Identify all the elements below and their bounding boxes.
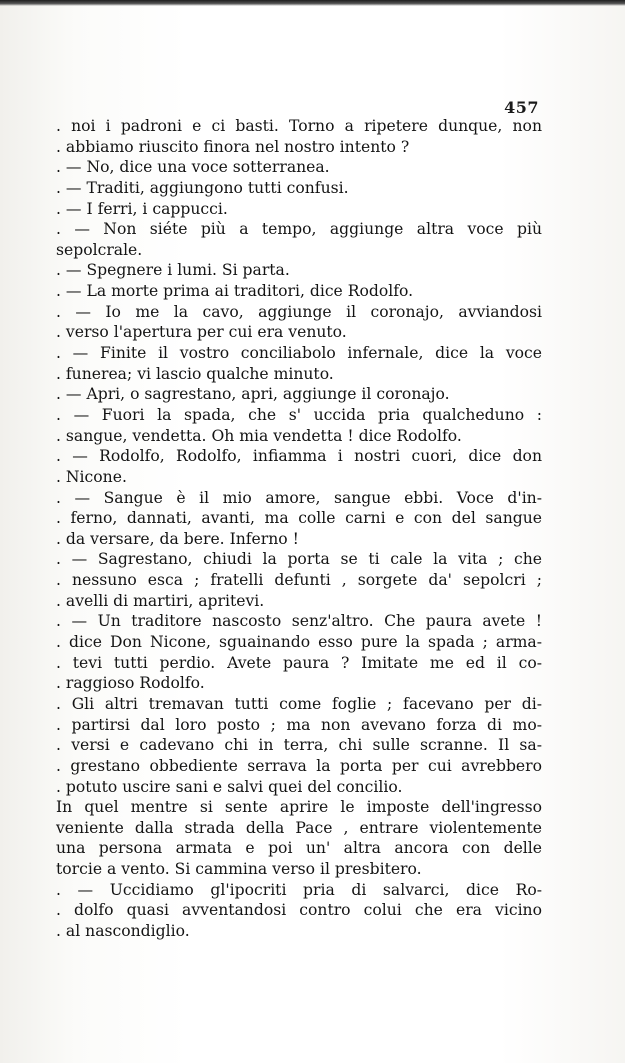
text-line: . — Sangue è il mio amore, sangue ebbi. Voce d'in- [56, 488, 542, 507]
text-line: . dolfo quasi avventandosi contro colui che era vicino [56, 901, 542, 920]
text-line: veniente dalla strada della Pace , entrare violentemente [56, 818, 542, 837]
text-line: una persona armata e poi un' altra ancora con delle [56, 839, 542, 858]
text-line: . potuto uscire sani e salvi quei del concilio. [56, 777, 403, 796]
page-top-edge [0, 0, 625, 6]
text-line: . — I ferri, i cappucci. [56, 199, 228, 218]
text-line: . nessuno esca ; fratelli defunti , sorgete da' sepolcri ; [56, 571, 542, 590]
text-line: . — Traditi, aggiungono tutti confusi. [56, 178, 349, 197]
text-line: . sangue, vendetta. Oh mia vendetta ! dice Rodolfo. [56, 426, 462, 445]
text-line: . — Finite il vostro conciliabolo infernale, dice la voce [56, 344, 542, 363]
body-text [56, 116, 542, 942]
text-line: sepolcrale. [56, 240, 143, 259]
text-line: . al nascondiglio. [56, 921, 190, 940]
text-line: . — No, dice una voce sotterranea. [56, 158, 330, 177]
text-line: . abbiamo riuscito finora nel nostro intento ? [56, 137, 410, 156]
text-line: . — Apri, o sagrestano, apri, aggiunge il coronajo. [56, 385, 450, 404]
text-line: torcie a vento. Si cammina verso il presbitero. [56, 860, 422, 879]
text-line: . Gli altri tremavan tutti come foglie ; facevano per di- [56, 694, 542, 713]
text-line: . grestano obbediente serrava la porta per cui avrebbero [56, 756, 542, 775]
text-line: In quel mentre si sente aprire le imposte dell'ingresso [56, 798, 542, 817]
text-line: . — Uccidiamo gl'ipocriti pria di salvarci, dice Ro- [56, 880, 542, 899]
text-line: . — Un traditore nascosto senz'altro. Che paura avete ! [56, 612, 542, 631]
text-line: . funerea; vi lascio qualche minuto. [56, 364, 334, 383]
text-line: . — La morte prima ai traditori, dice Rodolfo. [56, 282, 414, 301]
text-line: . da versare, da bere. Inferno ! [56, 529, 299, 548]
text-line: . — Rodolfo, Rodolfo, infiamma i nostri cuori, dice don [56, 447, 542, 466]
text-line: . — Fuori la spada, che s' uccida pria qualcheduno : [56, 405, 542, 424]
text-line: . raggioso Rodolfo. [56, 674, 205, 693]
text-line: . partirsi dal loro posto ; ma non avevano forza di mo- [56, 715, 542, 734]
text-line: . Nicone. [56, 467, 127, 486]
text-line: . noi i padroni e ci basti. Torno a ripetere dunque, non [56, 117, 542, 135]
text-line: . ferno, dannati, avanti, ma colle carni e con del sangue [56, 509, 542, 528]
text-line: . verso l'apertura per cui era venuto. [56, 323, 347, 342]
text-line: . — Io me la cavo, aggiunge il coronajo, avviandosi [56, 302, 542, 321]
text-line: . tevi tutti perdio. Avete paura ? Imitate me ed il co- [56, 653, 542, 672]
text-line: . avelli di martiri, apritevi. [56, 591, 265, 610]
text-line: . — Sagrestano, chiudi la porta se ti cale la vita ; che [56, 550, 542, 569]
text-line: . dice Don Nicone, sguainando esso pure la spada ; arma- [56, 633, 542, 652]
text-line: . — Spegnere i lumi. Si parta. [56, 261, 290, 280]
page-number: 457 [504, 98, 539, 117]
text-line: . versi e cadevano chi in terra, chi sulle scranne. Il sa- [56, 736, 542, 755]
text-line: . — Non siéte più a tempo, aggiunge altra voce più [56, 220, 542, 239]
